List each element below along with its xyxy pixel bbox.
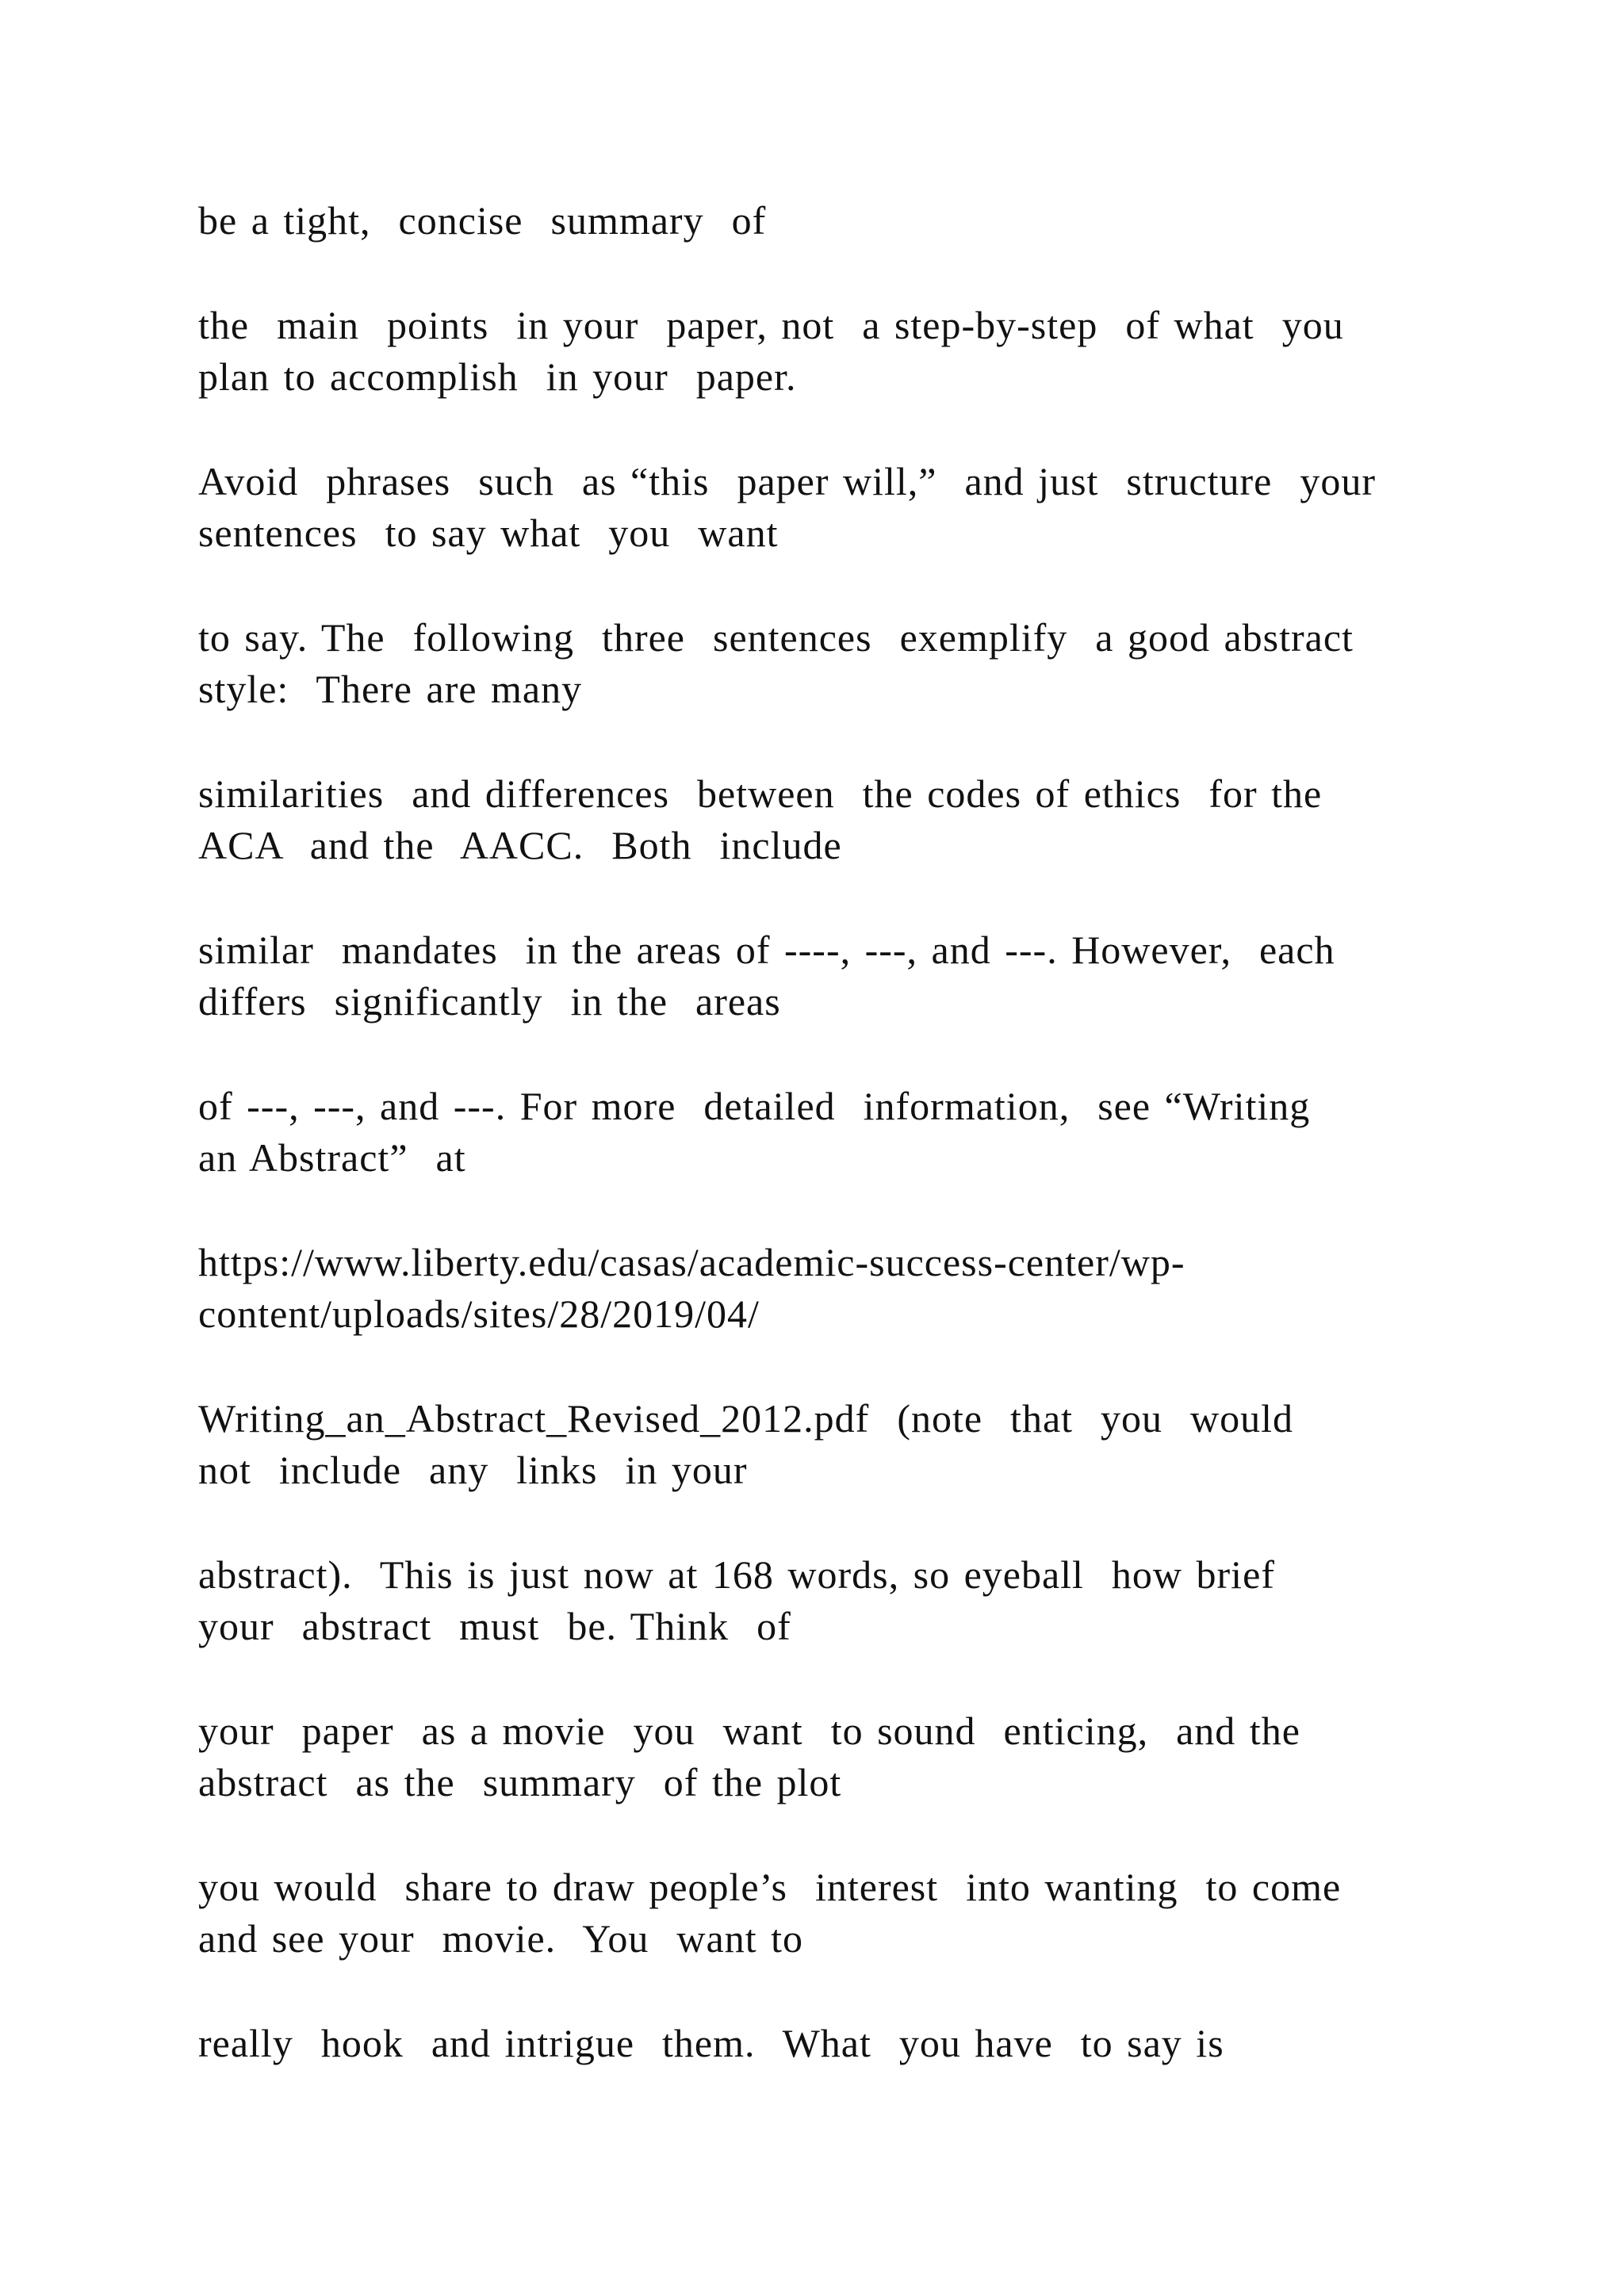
- url-line: https://www.liberty.edu/casas/academic-success-center/wp-: [198, 1240, 1185, 1284]
- text-line: the main points in your paper, not a step-by-step of what you: [198, 303, 1344, 347]
- text-line: ACA and the AACC. Both include: [198, 823, 842, 867]
- text-line: style: There are many: [198, 667, 583, 711]
- text-line: really hook and intrigue them. What you have to say is: [198, 2021, 1224, 2065]
- url-line: content/uploads/sites/28/2019/04/: [198, 1292, 760, 1336]
- text-line: similar mandates in the areas of ----, ---, and ---. However, each: [198, 928, 1335, 972]
- text-line: be a tight, concise summary of: [198, 198, 767, 243]
- text-line: plan to accomplish in your paper.: [198, 354, 797, 399]
- text-line: your paper as a movie you want to sound enticing, and the: [198, 1709, 1300, 1753]
- text-line: an Abstract” at: [198, 1135, 466, 1180]
- text-line: similarities and differences between the codes of ethics for the: [198, 771, 1323, 816]
- text-line: you would share to draw people’s interest into wanting to come: [198, 1865, 1342, 1909]
- text-line: not include any links in your: [198, 1448, 748, 1492]
- text-line: abstract as the summary of the plot: [198, 1760, 842, 1804]
- text-line: your abstract must be. Think of: [198, 1604, 791, 1648]
- text-line: Writing_an_Abstract_Revised_2012.pdf (note that you would: [198, 1396, 1294, 1441]
- text-line: to say. The following three sentences exemplify a good abstract: [198, 615, 1354, 660]
- text-line: abstract). This is just now at 168 words, so eyeball how brief: [198, 1552, 1275, 1597]
- text-line: differs significantly in the areas: [198, 979, 781, 1024]
- text-line: of ---, ---, and ---. For more detailed information, see “Writing: [198, 1084, 1311, 1128]
- text-line: Avoid phrases such as “this paper will,” and just structure your: [198, 459, 1376, 503]
- text-line: sentences to say what you want: [198, 511, 779, 555]
- text-line: and see your movie. You want to: [198, 1916, 803, 1961]
